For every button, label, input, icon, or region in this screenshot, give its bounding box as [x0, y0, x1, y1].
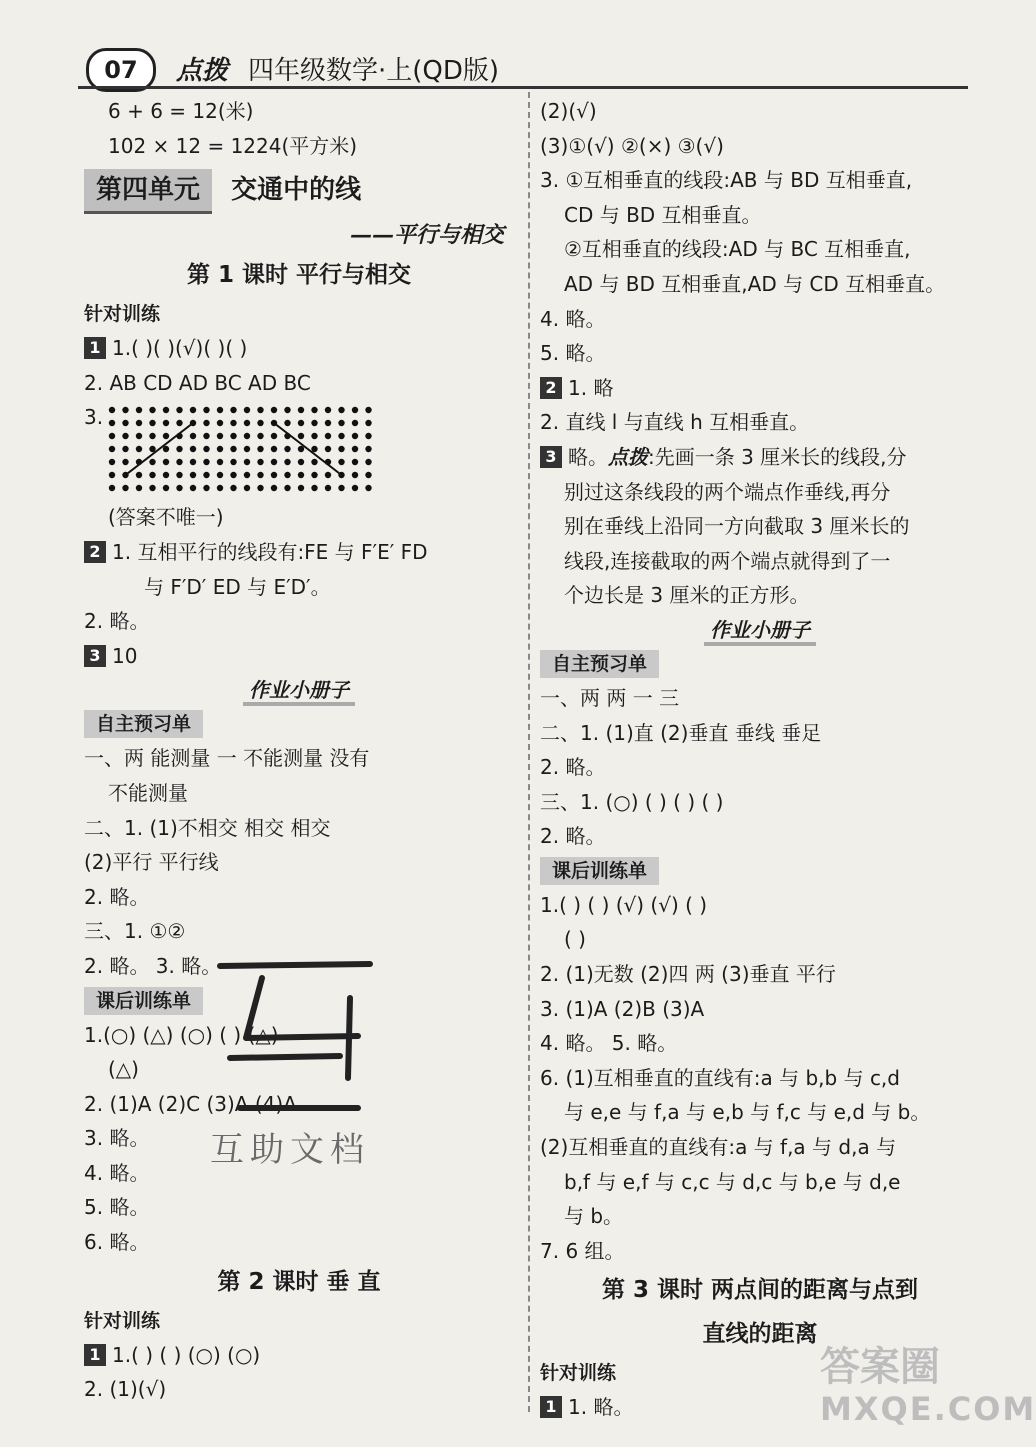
- grid-dot: [311, 459, 317, 465]
- grid-dot: [122, 420, 128, 426]
- answer-line: 个边长是 3 厘米的正方形。: [564, 583, 810, 608]
- grid-dot: [230, 459, 236, 465]
- lesson-title: 直线的距离: [702, 1321, 818, 1348]
- answer-line: 7. 6 组。: [540, 1238, 625, 1263]
- grid-dot: [217, 485, 223, 491]
- calc-line: 102 × 12 = 1224(平方米): [108, 133, 358, 158]
- grid-dot: [203, 472, 209, 478]
- grid-dot: [109, 433, 115, 439]
- grid-dot: [338, 420, 344, 426]
- drawn-line: [274, 423, 342, 475]
- answer-line: 2. (1)A (2)C (3)A (4)A: [84, 1091, 297, 1116]
- answer-line: 不能测量: [108, 780, 188, 805]
- lesson-title: 第 2 课时 垂 直: [217, 1268, 381, 1295]
- answer-line: 5. 略。: [84, 1195, 150, 1220]
- grid-dot: [311, 433, 317, 439]
- preview-tag: 自主预习单: [540, 650, 659, 678]
- grid-dot: [244, 485, 250, 491]
- answer-line: 3. (1)A (2)B (3)A: [540, 996, 705, 1021]
- answer-line: 与 F′D′ ED 与 E′D′。: [144, 574, 331, 599]
- grid-dot: [325, 433, 331, 439]
- grid-dot: [284, 407, 290, 413]
- grid-dot: [163, 459, 169, 465]
- grid-dot: [271, 433, 277, 439]
- grid-dot: [257, 472, 263, 478]
- grid-dot: [298, 485, 304, 491]
- answer-line: 与 b。: [564, 1204, 624, 1229]
- unit-number: 第四单元: [84, 169, 212, 214]
- answer-line: 三、1. ①②: [84, 919, 186, 944]
- grid-dot: [298, 472, 304, 478]
- grid-dot: [365, 446, 371, 452]
- grid-dot: [136, 407, 142, 413]
- grid-dot: [352, 420, 358, 426]
- answer-line: 2. (1)无数 (2)四 两 (3)垂直 平行: [540, 962, 836, 987]
- grid-dot: [149, 459, 155, 465]
- grid-dot: [298, 420, 304, 426]
- question-number-badge: 1: [540, 1396, 562, 1418]
- grid-dot: [203, 459, 209, 465]
- lesson-title: 第 1 课时 平行与相交: [186, 262, 412, 289]
- grid-dot: [203, 407, 209, 413]
- grid-dot: [163, 472, 169, 478]
- grid-dot: [109, 420, 115, 426]
- grid-dot: [365, 459, 371, 465]
- answer-line: 4. 略。 5. 略。: [540, 1031, 678, 1056]
- answer-line: 3 10: [84, 639, 514, 674]
- answer-line: 线段,连接截取的两个端点就得到了一: [564, 548, 891, 573]
- answer-line: 2. 略。: [84, 609, 150, 634]
- brand-logo: 点拨: [608, 444, 648, 469]
- watermark-text: 互助文档: [210, 1130, 370, 1170]
- answer-line: 别过这条线段的两个端点作垂线,再分: [564, 479, 891, 504]
- grid-dot: [271, 446, 277, 452]
- grid-dot: [271, 472, 277, 478]
- grid-dot: [176, 420, 182, 426]
- grid-dot: [338, 459, 344, 465]
- grid-dot: [257, 433, 263, 439]
- grid-dot: [149, 472, 155, 478]
- grid-dot: [365, 407, 371, 413]
- answer-line: (2)平行 平行线: [84, 850, 219, 875]
- grid-dot: [217, 407, 223, 413]
- booklet-heading: 作业小册子: [540, 613, 980, 647]
- grid-dot: [217, 420, 223, 426]
- grid-dot: [176, 485, 182, 491]
- grid-dot: [176, 407, 182, 413]
- answer-line: 4. 略。: [540, 306, 606, 331]
- unit-title: [84, 169, 514, 217]
- grid-dot: [149, 433, 155, 439]
- answer-line: 二、1. (1)不相交 相交 相交: [84, 815, 331, 840]
- grid-dot: [284, 420, 290, 426]
- answer-line: 2. 略。 3. 略。: [84, 953, 222, 978]
- dot-grid-figure: [84, 400, 514, 500]
- grid-dot: [122, 446, 128, 452]
- grid-dot: [109, 459, 115, 465]
- grid-dot: [271, 407, 277, 413]
- grid-dot: [203, 485, 209, 491]
- grid-dot: [257, 420, 263, 426]
- grid-dot: [271, 485, 277, 491]
- grid-dot: [325, 485, 331, 491]
- grid-dot: [109, 446, 115, 452]
- answer-line: 3 略。点拨:先画一条 3 厘米长的线段,分: [540, 440, 980, 475]
- grid-dot: [311, 472, 317, 478]
- question-number-badge: 3: [540, 446, 562, 468]
- section-label: 针对训练: [84, 1309, 161, 1332]
- grid-dot: [163, 433, 169, 439]
- grid-dot: [338, 433, 344, 439]
- answer-line: 2. (1)(√): [84, 1377, 167, 1402]
- answer-line: (△): [108, 1057, 139, 1082]
- grid-dot: [230, 433, 236, 439]
- answer-line: 与 e,e 与 f,a 与 e,b 与 f,c 与 e,d 与 b。: [564, 1100, 931, 1125]
- unit-subtitle: ——平行与相交: [349, 222, 504, 249]
- right-column: [540, 94, 980, 1425]
- grid-dot: [122, 459, 128, 465]
- grid-dot: [217, 459, 223, 465]
- answer-line: 一、两 两 一 三: [540, 685, 680, 710]
- grid-dot: [136, 420, 142, 426]
- answer-line: 6. 略。: [84, 1230, 150, 1255]
- answer-line: 2. 略。: [540, 824, 606, 849]
- grid-dot: [190, 472, 196, 478]
- page-header: [78, 44, 968, 88]
- book-title: 四年级数学·上(QD版): [248, 56, 500, 86]
- after-class-tag: 课后训练单: [540, 857, 659, 885]
- answer-line: 1 1.( ) ( ) (○) (○): [84, 1338, 514, 1373]
- grid-dot: [311, 485, 317, 491]
- after-class-tag: 课后训练单: [84, 987, 203, 1015]
- grid-dot: [176, 459, 182, 465]
- grid-dot: [176, 472, 182, 478]
- grid-dot: [230, 472, 236, 478]
- grid-dot: [325, 407, 331, 413]
- grid-dot: [271, 459, 277, 465]
- grid-dot: [338, 446, 344, 452]
- preview-tag-row: [84, 707, 514, 741]
- grid-dot: [217, 446, 223, 452]
- grid-dot: [203, 433, 209, 439]
- after-class-tag-row: [540, 854, 980, 888]
- answer-line: CD 与 BD 互相垂直。: [564, 202, 762, 227]
- grid-dot: [244, 446, 250, 452]
- answer-line: ②互相垂直的线段:AD 与 BC 互相垂直,: [564, 237, 911, 262]
- grid-dot: [298, 433, 304, 439]
- grid-dot: [284, 446, 290, 452]
- question-number-badge: 2: [84, 541, 106, 563]
- answer-line: 3. ①互相垂直的线段:AB 与 BD 互相垂直,: [540, 168, 913, 193]
- answer-line: AD 与 BD 互相垂直,AD 与 CD 互相垂直。: [564, 271, 946, 296]
- grid-dot: [284, 472, 290, 478]
- grid-dot: [325, 446, 331, 452]
- answer-line: b,f 与 e,f 与 c,c 与 d,c 与 b,e 与 d,e: [564, 1169, 901, 1194]
- grid-dot: [338, 407, 344, 413]
- preview-tag: 自主预习单: [84, 710, 203, 738]
- grid-dot: [176, 446, 182, 452]
- grid-dot: [257, 407, 263, 413]
- grid-dot: [109, 407, 115, 413]
- grid-dot: [163, 407, 169, 413]
- section-label: 针对训练: [540, 1362, 617, 1385]
- grid-dot: [311, 420, 317, 426]
- grid-dot: [190, 407, 196, 413]
- answer-line: 2. 略。: [84, 884, 150, 909]
- grid-dot: [136, 472, 142, 478]
- answer-line: (2)(√): [540, 99, 597, 123]
- unit-name: 交通中的线: [231, 175, 362, 206]
- grid-dot: [190, 446, 196, 452]
- grid-dot: [122, 485, 128, 491]
- grid-dot: [352, 485, 358, 491]
- grid-dot: [230, 446, 236, 452]
- page-number-badge: 07: [86, 48, 156, 92]
- grid-dot: [257, 446, 263, 452]
- grid-dot: [230, 485, 236, 491]
- preview-tag-row: [540, 647, 980, 681]
- grid-dot: [122, 433, 128, 439]
- answer-line: ( ): [564, 927, 586, 952]
- grid-dot: [365, 485, 371, 491]
- grid-dot: [122, 407, 128, 413]
- column-divider: [528, 92, 531, 1412]
- answer-line: 别在垂线上沿同一方向截取 3 厘米长的: [564, 514, 910, 539]
- grid-dot: [352, 407, 358, 413]
- grid-dot: [365, 472, 371, 478]
- answer-line: 1 1. 略。: [540, 1390, 980, 1425]
- answer-line: 三、1. (○) ( ) ( ) ( ): [540, 789, 724, 814]
- grid-dot: [230, 420, 236, 426]
- grid-dot: [244, 433, 250, 439]
- lesson-title: 第 3 课时 两点间的距离与点到: [601, 1277, 919, 1304]
- grid-dot: [230, 407, 236, 413]
- grid-dot: [136, 433, 142, 439]
- grid-dot: [190, 433, 196, 439]
- grid-dot: [244, 420, 250, 426]
- booklet-heading: 作业小册子: [84, 673, 514, 707]
- dot-grid: [106, 404, 376, 496]
- header-rule: [78, 86, 968, 89]
- left-column: [84, 94, 514, 1407]
- grid-dot: [190, 459, 196, 465]
- grid-dot: [352, 472, 358, 478]
- question-number-badge: 1: [84, 337, 106, 359]
- watermark-logo: 答案圈: [820, 1344, 940, 1390]
- answer-line: 3.: [84, 405, 104, 430]
- grid-dot: [352, 433, 358, 439]
- answer-line: 5. 略。: [540, 341, 606, 366]
- grid-dot: [352, 459, 358, 465]
- grid-dot: [203, 446, 209, 452]
- grid-dot: [284, 459, 290, 465]
- answer-note: (答案不唯一): [108, 505, 224, 530]
- brand-logo: 点拨: [176, 56, 229, 86]
- grid-dot: [284, 485, 290, 491]
- grid-dot: [338, 485, 344, 491]
- question-number-badge: 1: [84, 1344, 106, 1366]
- grid-dot: [244, 407, 250, 413]
- grid-dot: [109, 472, 115, 478]
- grid-dot: [163, 420, 169, 426]
- grid-dot: [352, 446, 358, 452]
- answer-line: 2. AB CD AD BC AD BC: [84, 370, 311, 395]
- question-number-badge: 3: [84, 645, 106, 667]
- grid-dot: [257, 459, 263, 465]
- handwritten-scribble: [200, 958, 380, 1128]
- answer-line: 1.( ) ( ) (√) (√) ( ): [540, 892, 708, 917]
- answer-line: (2)互相垂直的直线有:a 与 f,a 与 d,a 与: [540, 1135, 897, 1160]
- answer-line: 1 1.( )( )(√)( )( ): [84, 331, 514, 366]
- answer-line: 2. 直线 l 与直线 h 互相垂直。: [540, 410, 810, 435]
- grid-dot: [163, 485, 169, 491]
- grid-dot: [298, 407, 304, 413]
- grid-dot: [149, 420, 155, 426]
- grid-dot: [244, 472, 250, 478]
- grid-dot: [136, 446, 142, 452]
- answer-line: 6. (1)互相垂直的直线有:a 与 b,b 与 c,d: [540, 1065, 900, 1090]
- grid-dot: [190, 485, 196, 491]
- grid-dot: [365, 433, 371, 439]
- grid-dot: [365, 420, 371, 426]
- drawn-line: [126, 423, 194, 475]
- grid-dot: [244, 459, 250, 465]
- grid-dot: [257, 485, 263, 491]
- calc-line: 6 + 6 = 12(米): [108, 99, 254, 123]
- grid-dot: [325, 420, 331, 426]
- grid-dot: [136, 485, 142, 491]
- section-label: 针对训练: [84, 303, 161, 326]
- answer-line: 2 1. 互相平行的线段有:FE 与 F′E′ FD: [84, 535, 514, 570]
- answer-line: 2. 略。: [540, 755, 606, 780]
- grid-dot: [109, 485, 115, 491]
- watermark-url: MXQE.COM: [820, 1390, 1036, 1428]
- answer-line: 二、1. (1)直 (2)垂直 垂线 垂足: [540, 720, 822, 745]
- answer-line: 4. 略。: [84, 1160, 150, 1185]
- grid-dot: [217, 433, 223, 439]
- question-number-badge: 2: [540, 377, 562, 399]
- answer-line: 一、两 能测量 一 不能测量 没有: [84, 746, 370, 771]
- grid-dot: [149, 485, 155, 491]
- grid-dot: [298, 459, 304, 465]
- grid-dot: [311, 407, 317, 413]
- answer-line: 2 1. 略: [540, 371, 980, 406]
- grid-dot: [325, 472, 331, 478]
- answer-line: (3)①(√) ②(×) ③(√): [540, 133, 724, 158]
- grid-dot: [217, 472, 223, 478]
- answer-line: 1.(○) (△) (○) ( ) (△): [84, 1022, 279, 1047]
- grid-dot: [149, 407, 155, 413]
- answer-line: 3. 略。: [84, 1126, 150, 1151]
- grid-dot: [203, 420, 209, 426]
